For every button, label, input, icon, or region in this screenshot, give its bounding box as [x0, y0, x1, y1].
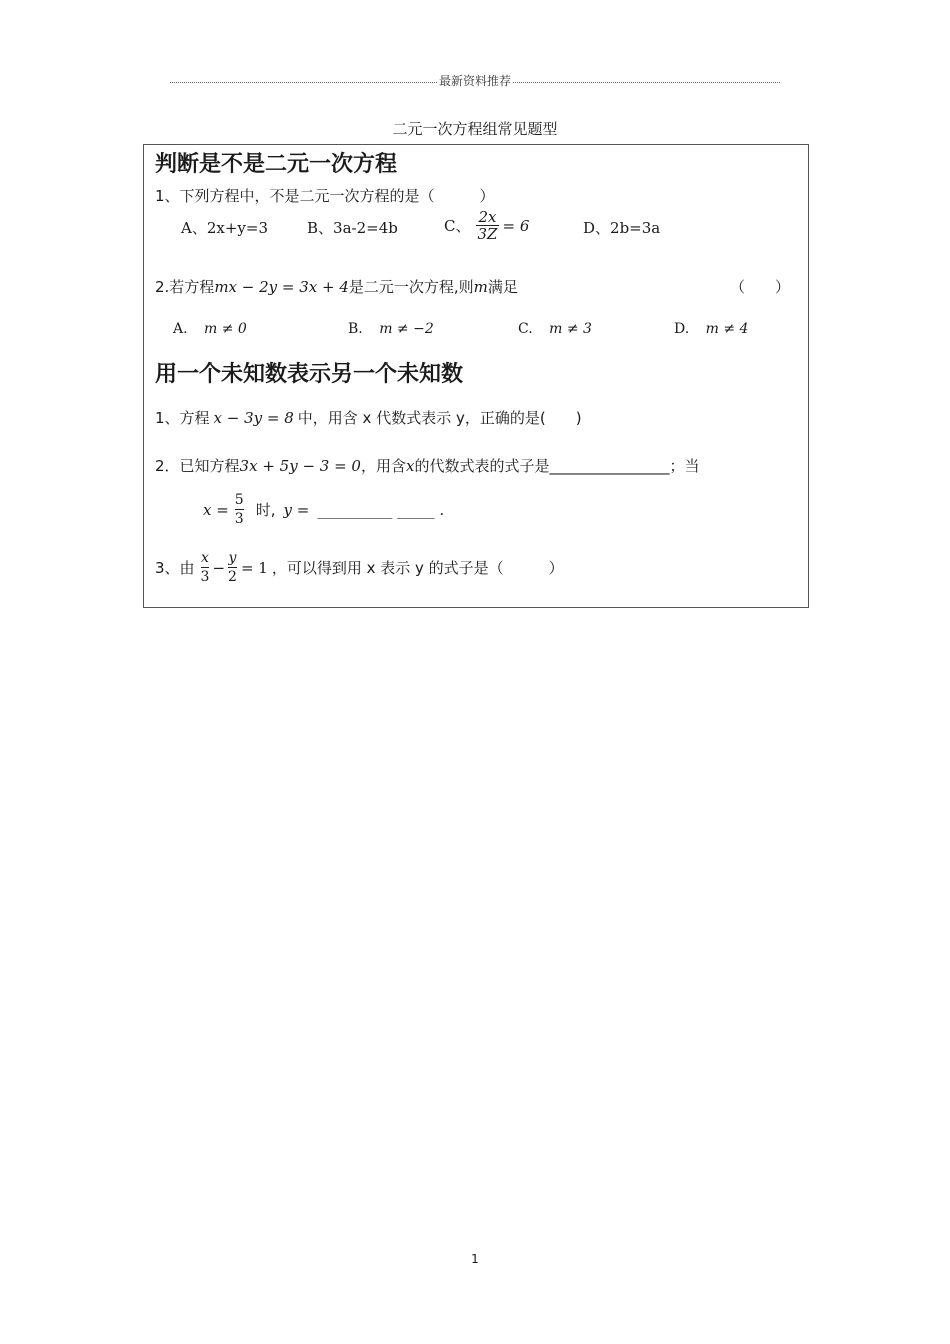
document-title: 二元一次方程组常见题型 [392, 120, 558, 138]
s2-q2-line2 [203, 493, 444, 526]
s2q1-equation: x − 3y = 8 [213, 409, 294, 427]
s2q2-when: 时, [255, 501, 276, 519]
s2q2-middle: ，用含 [360, 457, 406, 475]
page-number: 1 [471, 1252, 479, 1266]
section1-heading: 判断是不是二元一次方程 [155, 152, 398, 177]
s1-q1-option-c [444, 209, 529, 242]
s2q3-f2-bar [228, 567, 237, 568]
s2q2-answer-blank: __________ _____ . [317, 500, 445, 519]
s2q2-x-equals: x = [203, 500, 229, 519]
s1-q1-option-a: A、2x+y=3 [181, 219, 268, 237]
page-header [170, 70, 780, 90]
q2-prefix: 2.若方程 [155, 278, 215, 296]
s2q2-y-equals: y = [283, 500, 310, 519]
s2q2-frac-bar [235, 509, 244, 510]
section2-heading: 用一个未知数表示另一个未知数 [155, 362, 464, 387]
s2-question-1 [155, 407, 582, 428]
s2q2-variable: x [405, 457, 415, 475]
s1-q2-answer-paren: （ ） [730, 278, 791, 296]
s1-q1-option-d: D、2b=3a [583, 219, 661, 237]
s1-q1-option-b: B、3a-2=4b [307, 219, 398, 237]
question-box [143, 144, 809, 608]
s2q3-f2-num: y [228, 550, 237, 566]
option-c-fraction [476, 209, 498, 242]
q2-suffix: 满足 [487, 278, 518, 296]
header-text: 最新资料推荐 [439, 73, 512, 88]
opt-d-expr: m ≠ 4 [705, 321, 749, 337]
s2q2-frac-num: 5 [234, 492, 244, 508]
s2q2-equation: 3x + 5y − 3 = 0 [239, 457, 361, 475]
opt-b-expr: m ≠ −2 [379, 321, 434, 337]
s2q2-fraction [235, 493, 244, 526]
s2-question-2 [155, 455, 699, 476]
header-dots-left [170, 82, 437, 83]
opt-d-label: D. [674, 321, 690, 337]
opt-a-label: A. [173, 321, 188, 337]
opt-b-label: B. [348, 321, 363, 337]
s2q2-prefix: 2．已知方程 [155, 457, 240, 475]
s2q2-frac-den: 3 [234, 511, 244, 527]
option-c-label: C、 [444, 217, 471, 235]
s2q1-suffix: 中，用含 x 代数式表示 y，正确的是( ) [297, 409, 582, 427]
s1-question-2 [155, 276, 518, 297]
s2q3-f1-num: x [201, 550, 209, 566]
s2q3-suffix: ，可以得到用 x 表示 y 的式子是（ ） [271, 559, 564, 577]
s1-q2-option-a [173, 321, 247, 337]
s2q3-prefix: 3、由 [155, 559, 195, 577]
q2-middle: 是二元一次方程,则 [348, 278, 474, 296]
q2-variable: m [473, 278, 488, 296]
s1-q2-option-b [348, 321, 434, 337]
s2q3-rhs: = 1 [240, 558, 268, 577]
s1-q2-option-c [518, 321, 592, 337]
opt-c-expr: m ≠ 3 [549, 321, 592, 337]
q2-equation: mx − 2y = 3x + 4 [214, 278, 349, 296]
s2q1-prefix: 1、方程 [155, 409, 210, 427]
s2q2-suffix: 的代数式表的式子是________________；当 [414, 457, 700, 475]
option-c-denominator: 3Z [477, 225, 498, 243]
opt-c-label: C. [518, 321, 533, 337]
header-dots-right [513, 82, 780, 83]
s2q3-fraction-1 [201, 551, 210, 584]
s2q3-f2-den: 2 [228, 569, 237, 585]
s2q3-fraction-2 [228, 551, 237, 584]
s2q3-f1-bar [201, 567, 210, 568]
opt-a-expr: m ≠ 0 [204, 321, 247, 337]
option-c-rhs: = 6 [502, 216, 530, 235]
s1-q2-option-d [674, 321, 748, 337]
option-c-numerator: 2x [478, 208, 497, 226]
s1-question-1: 1、下列方程中，不是二元一次方程的是（ ） [155, 187, 495, 205]
s2q3-f1-den: 3 [200, 569, 210, 585]
s2q3-minus: − [212, 558, 226, 577]
s2-question-3 [155, 551, 564, 584]
